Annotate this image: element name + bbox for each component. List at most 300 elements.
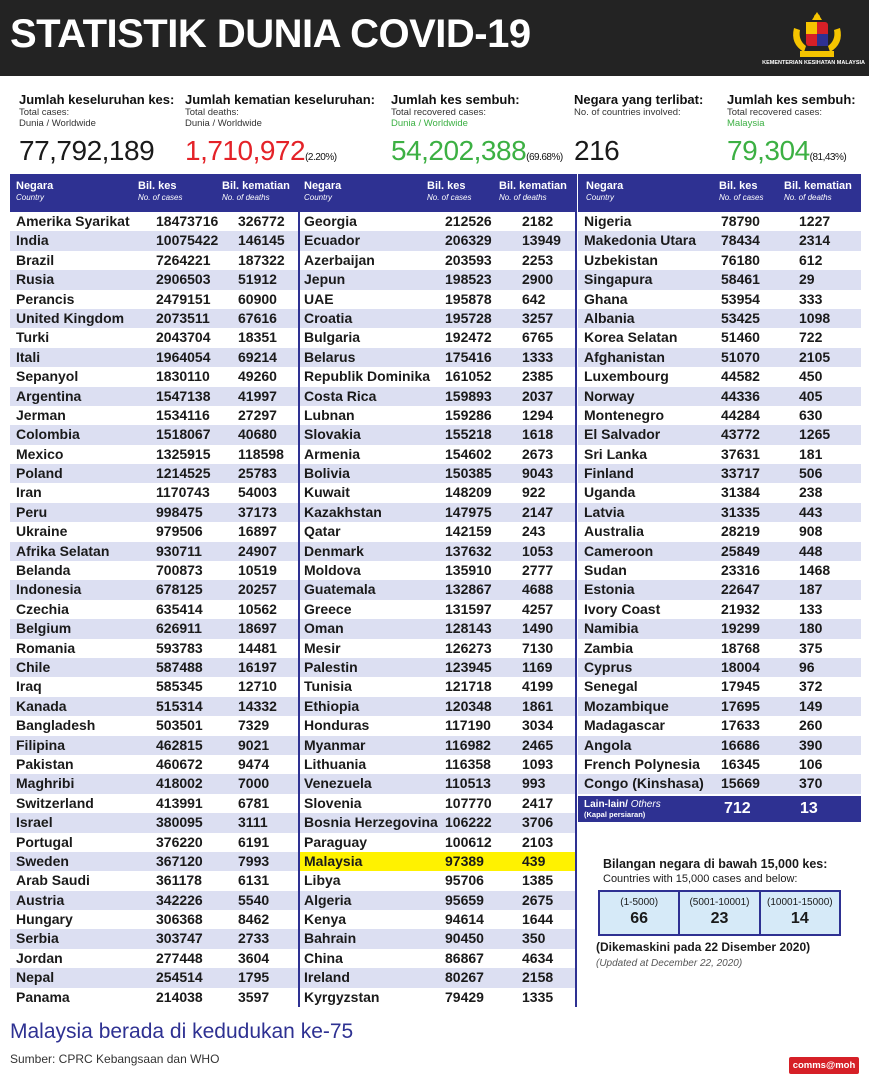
case-count: 635414: [156, 600, 203, 617]
header-cases: [138, 181, 182, 203]
death-count: 9474: [238, 755, 270, 772]
country-name: El Salvador: [584, 426, 661, 443]
country-name: Jepun: [304, 271, 346, 288]
death-count: 187: [799, 581, 823, 598]
header-country-en: Country: [16, 193, 45, 202]
table-row: [578, 542, 861, 561]
case-count: 53425: [721, 309, 760, 326]
death-count: 51912: [238, 271, 277, 288]
header-deaths-label: Bil. kematian: [222, 180, 290, 192]
table-row: [578, 464, 861, 483]
table-row: [300, 639, 575, 658]
table-row: [10, 910, 298, 929]
country-name: Azerbaijan: [304, 251, 375, 268]
stat-label: Jumlah kematian keseluruhan:: [185, 92, 376, 107]
table-row: [10, 891, 298, 910]
death-count: 18697: [238, 620, 277, 637]
table-row: [300, 736, 575, 755]
case-count: 7264221: [156, 251, 211, 268]
death-count: 243: [522, 523, 546, 540]
case-count: 587488: [156, 658, 203, 675]
malaysia-crest-icon: [786, 8, 848, 60]
death-count: 25783: [238, 465, 277, 482]
table-row: [10, 522, 298, 541]
table-row: [300, 367, 575, 386]
stat-label: Jumlah kes sembuh:: [727, 92, 856, 107]
table-row: [10, 503, 298, 522]
country-name: Norway: [584, 387, 635, 404]
table-row: [578, 639, 861, 658]
case-count: 175416: [445, 348, 492, 365]
country-name: Tunisia: [304, 678, 352, 695]
death-count: 2103: [522, 833, 554, 850]
case-count: 161052: [445, 368, 492, 385]
country-name: Bolivia: [304, 465, 350, 482]
country-name: Myanmar: [304, 736, 366, 753]
table-row: [578, 251, 861, 270]
country-name: Afghanistan: [584, 348, 665, 365]
death-count: 993: [522, 775, 546, 792]
table-row: [10, 290, 298, 309]
death-count: 187322: [238, 251, 285, 268]
death-count: 4257: [522, 600, 554, 617]
death-count: 67616: [238, 309, 277, 326]
country-name: Honduras: [304, 717, 370, 734]
source-note: Sumber: CPRC Kebangsaan dan WHO: [10, 1052, 220, 1066]
stat-sub-region: Dunia / Worldwide: [391, 118, 468, 129]
stat-sub: Total deaths:: [185, 107, 239, 118]
country-name: Palestin: [304, 658, 358, 675]
death-count: 4688: [522, 581, 554, 598]
table-row: [300, 600, 575, 619]
case-count: 44582: [721, 368, 760, 385]
death-count: 6191: [238, 833, 270, 850]
death-count: 7329: [238, 717, 270, 734]
death-count: 16197: [238, 658, 277, 675]
country-name: Jordan: [16, 949, 63, 966]
death-count: 49260: [238, 368, 277, 385]
death-count: 3706: [522, 814, 554, 831]
table-row: [300, 542, 575, 561]
stat-value: [185, 135, 375, 167]
country-name: Austria: [16, 891, 65, 908]
country-name: Israel: [16, 814, 53, 831]
death-count: 12710: [238, 678, 277, 695]
header-country-label: Negara: [16, 180, 54, 192]
death-count: 20257: [238, 581, 277, 598]
table-header: [578, 174, 861, 212]
case-count: 120348: [445, 697, 492, 714]
death-count: 180: [799, 620, 823, 637]
table-row: [10, 736, 298, 755]
country-name: Sweden: [16, 852, 69, 869]
case-count: 117190: [445, 717, 491, 734]
case-count: 19299: [721, 620, 760, 637]
case-count: 51460: [721, 329, 760, 346]
death-count: 1468: [799, 562, 831, 579]
table-row: [300, 483, 575, 502]
stat-percent: (81,43%): [809, 152, 847, 163]
country-name: Kazakhstan: [304, 503, 382, 520]
header-deaths-en: No. of deaths: [222, 193, 270, 202]
table-row: [578, 270, 861, 289]
country-name: Rusia: [16, 271, 55, 288]
country-name: Cameroon: [584, 542, 654, 559]
range-boxes: [598, 890, 841, 936]
case-count: 16345: [721, 755, 760, 772]
country-name: Nepal: [16, 969, 55, 986]
death-count: 6781: [238, 794, 270, 811]
stat-value: [391, 135, 563, 167]
death-count: 118598: [238, 445, 284, 462]
case-count: 1518067: [156, 426, 211, 443]
death-count: 1169: [522, 658, 553, 675]
case-count: 31384: [721, 484, 760, 501]
table-row: [578, 658, 861, 677]
table-row: [10, 988, 298, 1007]
country-name: Portugal: [16, 833, 73, 850]
case-count: 58461: [721, 271, 760, 288]
case-count: 1534116: [156, 406, 210, 423]
country-name: Montenegro: [584, 406, 665, 423]
table-row: [300, 251, 575, 270]
country-name: Colombia: [16, 426, 80, 443]
table-row: [300, 910, 575, 929]
case-count: 626911: [156, 620, 202, 637]
case-count: 79429: [445, 988, 484, 1005]
case-count: 203593: [445, 251, 492, 268]
country-name: Romania: [16, 639, 76, 656]
table-row: [10, 464, 298, 483]
country-name: Sudan: [584, 562, 627, 579]
case-count: 206329: [445, 232, 492, 249]
death-count: 4634: [522, 949, 554, 966]
country-name: Mexico: [16, 445, 64, 462]
country-name: Namibia: [584, 620, 639, 637]
death-count: 630: [799, 406, 823, 423]
table-row: [10, 774, 298, 793]
death-count: 9043: [522, 465, 554, 482]
country-name: Afrika Selatan: [16, 542, 110, 559]
death-count: 443: [799, 503, 823, 520]
others-label: Lain-lain/: [584, 799, 628, 810]
header-bar: [0, 0, 869, 76]
death-count: 3597: [238, 988, 270, 1005]
table-row: [300, 968, 575, 987]
death-count: 612: [799, 251, 823, 268]
death-count: 54003: [238, 484, 277, 501]
table-row: [10, 580, 298, 599]
table-row: [10, 561, 298, 580]
case-count: 107770: [445, 794, 492, 811]
stat-number: 77,792,189: [19, 135, 155, 166]
others-row: [578, 796, 861, 822]
case-count: 43772: [721, 426, 760, 443]
death-count: 18351: [238, 329, 277, 346]
case-count: 95706: [445, 872, 484, 889]
table-row: [578, 580, 861, 599]
table-row: [300, 871, 575, 890]
death-count: 6765: [522, 329, 554, 346]
table-row: [578, 290, 861, 309]
country-name: Iran: [16, 484, 42, 501]
country-name: Kanada: [16, 697, 67, 714]
case-count: 159286: [445, 406, 492, 423]
country-name: United Kingdom: [16, 309, 125, 326]
table-row: [10, 212, 298, 231]
country-name: Sepanyol: [16, 368, 79, 385]
country-name: Argentina: [16, 387, 82, 404]
country-name: Kenya: [304, 911, 347, 928]
table-row: [578, 522, 861, 541]
country-name: Slovakia: [304, 426, 361, 443]
death-count: 722: [799, 329, 823, 346]
table-row: [10, 833, 298, 852]
case-count: 78434: [721, 232, 760, 249]
death-count: 1490: [522, 620, 554, 637]
stat-number: 216: [574, 135, 620, 166]
table-row: [300, 328, 575, 347]
case-count: 150385: [445, 465, 492, 482]
case-count: 148209: [445, 484, 492, 501]
table-row: [578, 425, 861, 444]
header-deaths: [784, 181, 852, 203]
case-count: 1964054: [156, 348, 211, 365]
country-name: Venezuela: [304, 775, 372, 792]
case-count: 17945: [721, 678, 760, 695]
header-cases-label: Bil. kes: [427, 180, 466, 192]
table-row: [300, 425, 575, 444]
death-count: 2465: [522, 736, 554, 753]
case-count: 10075422: [156, 232, 219, 249]
country-name: Mozambique: [584, 697, 669, 714]
case-count: 76180: [721, 251, 760, 268]
case-count: 303747: [156, 930, 203, 947]
country-name: Denmark: [304, 542, 364, 559]
case-count: 700873: [156, 562, 203, 579]
death-count: 2314: [799, 232, 831, 249]
case-count: 460672: [156, 755, 203, 772]
case-count: 277448: [156, 949, 203, 966]
table-row: [300, 231, 575, 250]
header-deaths: [222, 181, 290, 203]
table-row: [300, 503, 575, 522]
table-row: [300, 794, 575, 813]
death-count: 642: [522, 290, 546, 307]
country-name: Belanda: [16, 562, 71, 579]
header-country: [586, 181, 623, 203]
country-name: Latvia: [584, 503, 625, 520]
death-count: 375: [799, 639, 823, 656]
table-row: [300, 813, 575, 832]
death-count: 10519: [238, 562, 277, 579]
death-count: 260: [799, 717, 823, 734]
table-row: [300, 387, 575, 406]
table-row: [10, 677, 298, 696]
country-name: Maghribi: [16, 775, 75, 792]
country-name: Sri Lanka: [584, 445, 648, 462]
case-count: 128143: [445, 620, 492, 637]
table-row: [578, 212, 861, 231]
country-name: French Polynesia: [584, 755, 700, 772]
table-row: [300, 270, 575, 289]
country-name: Turki: [16, 329, 50, 346]
country-name: Pakistan: [16, 755, 74, 772]
death-count: 7130: [522, 639, 554, 656]
table-row: [300, 716, 575, 735]
table-row: [10, 658, 298, 677]
table-row: [300, 833, 575, 852]
table-row: [578, 309, 861, 328]
stat-block: [391, 92, 563, 167]
country-name: Jerman: [16, 406, 66, 423]
death-count: 2900: [522, 271, 554, 288]
table-row: [578, 348, 861, 367]
case-count: 195728: [445, 309, 492, 326]
stat-number: 54,202,388: [391, 135, 527, 166]
table-row: [578, 619, 861, 638]
header-country-label: Negara: [304, 180, 342, 192]
header-cases-en: No. of cases: [427, 193, 472, 202]
case-count: 212526: [445, 213, 492, 229]
country-table: [578, 174, 861, 794]
header-country-en: Country: [304, 193, 333, 202]
death-count: 2105: [799, 348, 831, 365]
table-row: [578, 736, 861, 755]
table-row: [300, 290, 575, 309]
table-row: [10, 231, 298, 250]
case-count: 214038: [156, 988, 203, 1005]
malaysia-rank: Malaysia berada di kedudukan ke-75: [10, 1020, 354, 1043]
death-count: 1294: [522, 406, 554, 423]
table-row: [10, 619, 298, 638]
case-count: 367120: [156, 852, 203, 869]
stat-block: [185, 92, 375, 167]
country-name: Poland: [16, 465, 63, 482]
stat-value: [19, 135, 174, 167]
case-count: 147975: [445, 503, 492, 520]
death-count: 1861: [522, 697, 554, 714]
country-name: Ghana: [584, 290, 628, 307]
table-row: [10, 251, 298, 270]
country-name: Costa Rica: [304, 387, 377, 404]
country-name: Hungary: [16, 911, 73, 928]
range-box: [600, 892, 678, 934]
case-count: 23316: [721, 562, 760, 579]
country-name: Libya: [304, 872, 341, 889]
country-name: Kuwait: [304, 484, 350, 501]
death-count: 333: [799, 290, 823, 307]
case-count: 198523: [445, 271, 492, 288]
country-name: Armenia: [304, 445, 361, 462]
case-count: 2043704: [156, 329, 211, 346]
death-count: 69214: [238, 348, 277, 365]
death-count: 3111: [238, 814, 268, 831]
case-count: 121718: [445, 678, 492, 695]
case-count: 106222: [445, 814, 492, 831]
case-count: 123945: [445, 658, 492, 675]
country-name: Paraguay: [304, 833, 368, 850]
death-count: 146145: [238, 232, 285, 249]
stat-value: [727, 135, 856, 167]
case-count: 78790: [721, 213, 760, 229]
country-name: Ivory Coast: [584, 600, 661, 617]
death-count: 6131: [238, 872, 270, 889]
case-count: 418002: [156, 775, 203, 792]
table-row: [578, 406, 861, 425]
death-count: 2253: [522, 251, 554, 268]
country-name: Bosnia Herzegovina: [304, 814, 438, 831]
country-name: Guatemala: [304, 581, 376, 598]
death-count: 1265: [799, 426, 831, 443]
death-count: 3257: [522, 309, 554, 326]
stat-block: [727, 92, 856, 167]
country-name: Iraq: [16, 678, 42, 695]
table-row: [578, 328, 861, 347]
country-name: Australia: [584, 523, 644, 540]
country-name: Moldova: [304, 562, 361, 579]
death-count: 922: [522, 484, 546, 501]
country-name: Switzerland: [16, 794, 94, 811]
death-count: 37173: [238, 503, 277, 520]
country-name: Slovenia: [304, 794, 362, 811]
death-count: 1618: [522, 426, 554, 443]
country-name: Madagascar: [584, 717, 665, 734]
country-name: Kyrgyzstan: [304, 988, 380, 1005]
case-count: 462815: [156, 736, 203, 753]
header-deaths-en: No. of deaths: [784, 193, 832, 202]
death-count: 7993: [238, 852, 270, 869]
header-country-label: Negara: [586, 180, 624, 192]
table-row: [578, 231, 861, 250]
death-count: 1093: [522, 755, 554, 772]
country-name: Cyprus: [584, 658, 633, 675]
death-count: 2417: [522, 794, 554, 811]
range-box: [680, 892, 758, 934]
table-row: [300, 677, 575, 696]
country-name: Georgia: [304, 213, 357, 229]
case-count: 97389: [445, 852, 484, 869]
table-row: [300, 522, 575, 541]
country-name: Ireland: [304, 969, 350, 986]
case-count: 593783: [156, 639, 203, 656]
stat-sub-region: Dunia / Worldwide: [185, 118, 262, 129]
stat-number: 1,710,972: [185, 135, 306, 166]
death-count: 2673: [522, 445, 554, 462]
country-name: India: [16, 232, 49, 249]
range-box: [761, 892, 839, 934]
death-count: 1333: [522, 348, 554, 365]
table-row: [578, 367, 861, 386]
case-count: 1325915: [156, 445, 211, 462]
table-body: [300, 212, 575, 1007]
header-deaths: [499, 181, 567, 203]
death-count: 372: [799, 678, 823, 695]
case-count: 979506: [156, 523, 203, 540]
country-name: Zambia: [584, 639, 634, 656]
country-table: [10, 174, 300, 1007]
case-count: 15669: [721, 775, 760, 792]
country-name: Korea Selatan: [584, 329, 678, 346]
country-name: Czechia: [16, 600, 69, 617]
death-count: 13949: [522, 232, 561, 249]
country-name: Singapura: [584, 271, 653, 288]
range-count: 14: [790, 910, 809, 927]
header-deaths-en: No. of deaths: [499, 193, 547, 202]
others-deaths: 13: [800, 800, 818, 817]
header-country: [16, 181, 53, 203]
table-row: [578, 697, 861, 716]
